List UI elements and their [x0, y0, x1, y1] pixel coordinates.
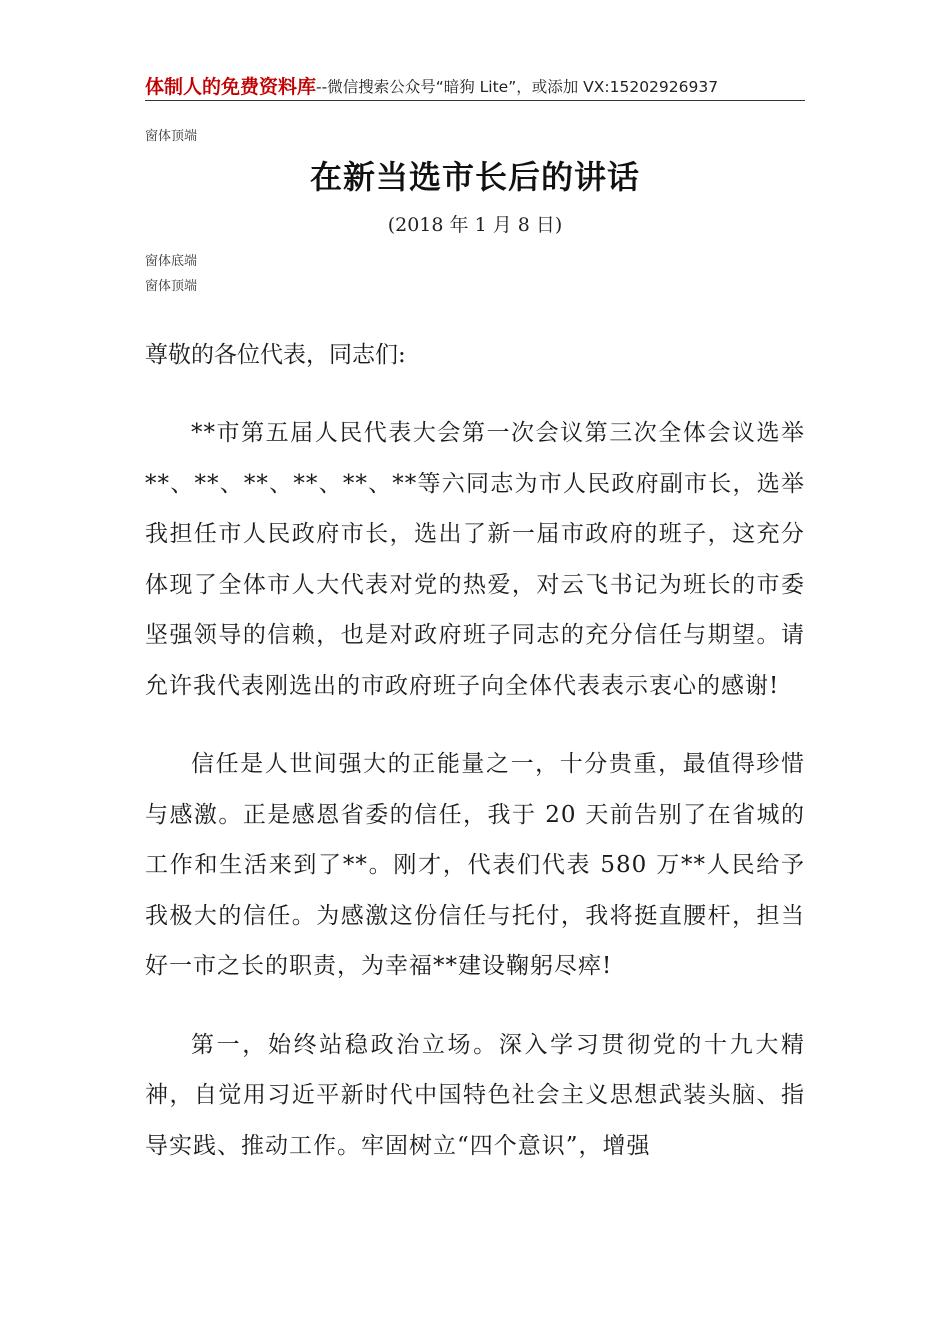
- form-top-marker: 窗体顶端: [145, 129, 198, 144]
- document-date: (2018 年 1 月 8 日): [387, 214, 563, 236]
- form-bottom-marker: 窗体底端: [145, 254, 198, 269]
- salutation: 尊敬的各位代表，同志们:: [145, 342, 406, 368]
- document-title: 在新当选市长后的讲话: [309, 158, 640, 196]
- paragraph-2: 信任是人世间强大的正能量之一，十分贵重，最值得珍惜与感激。正是感恩省委的信任，我于 20 天前告别了在省城的工作和生活来到了**。刚才，代表们代表 580 万**人民给予我极大的信任。为感激这份信任与托付，我将挺直腰杆，担当好一市之长的职责，为幸福**建设鞠躬尽瘁!: [145, 751, 805, 979]
- header-contact-text: --微信搜索公众号“暗狗 Lite”，或添加 VX:15202926937: [316, 78, 719, 96]
- document-body: [145, 330, 805, 1199]
- header-brand: 体制人的免费资料库: [145, 76, 317, 98]
- page-header: [145, 72, 805, 101]
- form-top-marker-2: 窗体顶端: [145, 279, 198, 294]
- paragraph-1: **市第五届人民代表大会第一次会议第三次全体会议选举**、**、**、**、**、**等六同志为市人民政府副市长，选举我担任市人民政府市长，选出了新一届市政府的班子，这充分体现了全体市人大代表对党的热爱，对云飞书记为班长的市委坚强领导的信赖，也是对政府班子同志的充分信任与期望。请允许我代表刚选出的市政府班子向全体代表表示衷心的感谢!: [145, 420, 805, 699]
- paragraph-3: 第一，始终站稳政治立场。深入学习贯彻党的十九大精神，自觉用习近平新时代中国特色社会主义思想武装头脑、指导实践、推动工作。牢固树立“四个意识”，增强: [145, 1031, 805, 1159]
